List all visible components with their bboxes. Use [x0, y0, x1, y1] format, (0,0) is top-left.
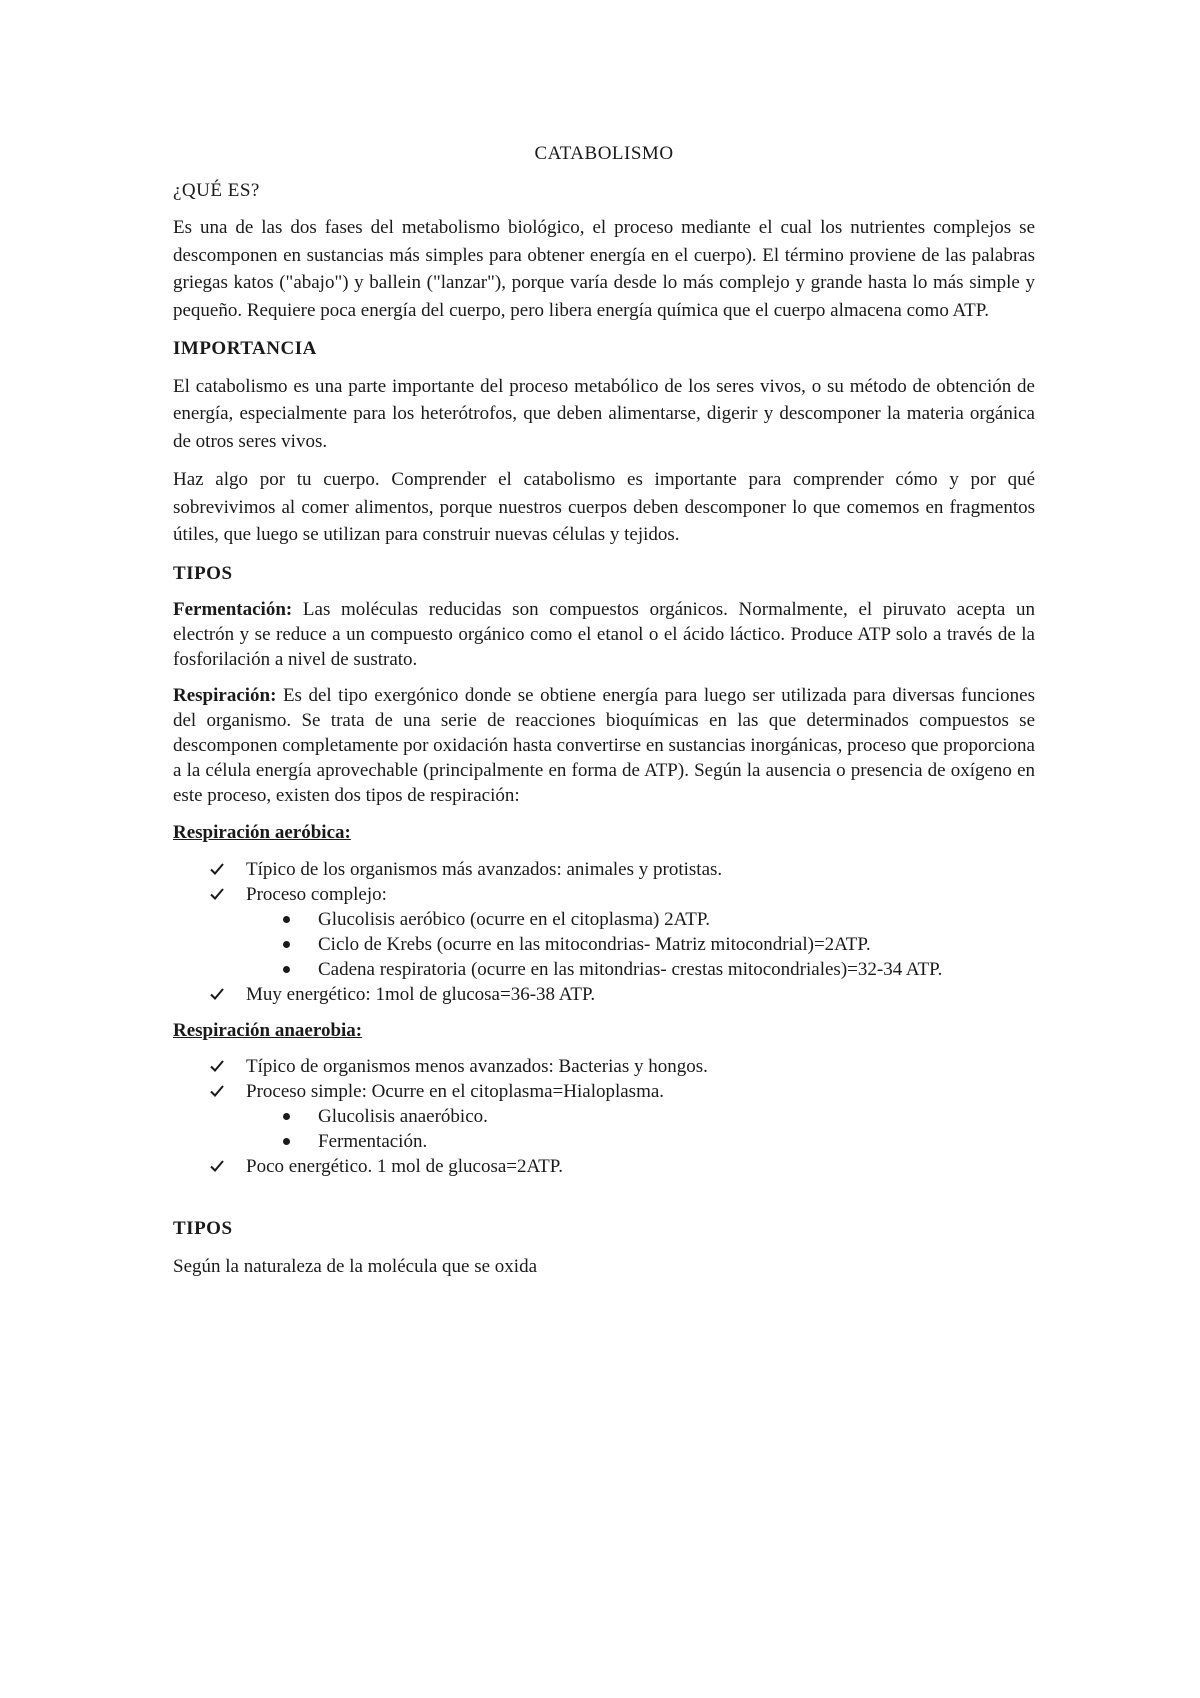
sublist-anaerobia: [246, 1104, 1035, 1154]
term-respiracion: Respiración:: [173, 685, 277, 706]
heading-respiracion-anaerobia: Respiración anaerobia:: [173, 1019, 363, 1041]
sublist-item: [173, 907, 1035, 932]
checkmark-icon: [210, 857, 230, 882]
checkmark-icon: [210, 882, 230, 907]
sublist-item: [173, 1129, 1035, 1154]
list-item: [173, 882, 1035, 982]
bullet-icon: [283, 1113, 290, 1120]
sublist-aerobica: [246, 907, 1035, 982]
paragraph-que-es: Es una de las dos fases del metabolismo biológico, el proceso mediante el cual los nutrientes complejos se descomponen en sustancias más simples para obtener energía en el cuerpo). El término proviene de las palabras griegas katos ("abajo") y ballein ("lanzar"), porque varía desde lo más complejo y grande hasta lo más simple y pequeño. Requiere poca energía del cuerpo, pero libera energía química que el cuerpo almacena como ATP.: [173, 217, 1035, 321]
heading-que-es: ¿QUÉ ES?: [173, 179, 260, 201]
text-fermentacion: Las moléculas reducidas son compuestos orgánicos. Normalmente, el piruvato acepta un electrón y se reduce a un compuesto orgánico como el etanol o el ácido láctico. Produce ATP solo a través de la fosforilación a nivel de sustrato.: [173, 599, 1035, 670]
sublist-item-text: Ciclo de Krebs (ocurre en las mitocondrias- Matriz mitocondrial)=2ATP.: [318, 933, 871, 955]
heading-importancia: IMPORTANCIA: [173, 338, 317, 359]
sublist-item-text: Glucolisis anaeróbico.: [318, 1106, 488, 1127]
spacer: [173, 1189, 1035, 1215]
text-respiracion: Es del tipo exergónico donde se obtiene energía para luego ser utilizada para diversas funciones del organismo. Se trata de una serie de reacciones bioquímicas en las que determinados compuestos se descomponen completamente por oxidación hasta convertirse en sustancias inorgánicas, proceso que proporciona a la célula energía aprovechable (principalmente en forma de ATP). Según la ausencia o presencia de oxígeno en este proceso, existen dos tipos de respiración:: [173, 685, 1035, 806]
checkmark-icon: [210, 1154, 230, 1179]
sublist-item: [173, 957, 1035, 982]
paragraph-respiracion: [173, 683, 1035, 808]
sublist-item: [173, 932, 1035, 957]
term-fermentacion: Fermentación:: [173, 599, 293, 620]
list-item: [173, 982, 1035, 1007]
document-page: [173, 140, 1035, 1291]
heading-tipos: TIPOS: [173, 562, 233, 584]
heading-respiracion-aerobica: Respiración aeróbica:: [173, 822, 351, 843]
checkmark-icon: [210, 1054, 230, 1079]
list-item-text: Proceso complejo:: [246, 883, 387, 905]
list-item-text: Proceso simple: Ocurre en el citoplasma=Hialoplasma.: [246, 1081, 665, 1102]
paragraph-fermentacion: [173, 597, 1035, 672]
sublist-item-text: Cadena respiratoria (ocurre en las mitondrias- crestas mitocondriales)=32-34 ATP.: [318, 958, 943, 980]
paragraph-tipos-2: Según la naturaleza de la molécula que se oxida: [173, 1255, 538, 1277]
sublist-item-text: Glucolisis aeróbico (ocurre en el citoplasma) 2ATP.: [318, 908, 711, 930]
paragraph-importancia-1: El catabolismo es una parte importante del proceso metabólico de los seres vivos, o su método de obtención de energía, especialmente para los heterótrofos, que deben alimentarse, digerir y descomponer la materia orgánica de otros seres vivos.: [173, 375, 1035, 452]
checkmark-icon: [210, 1079, 230, 1104]
bullet-icon: [283, 916, 290, 923]
list-item-text: Poco energético. 1 mol de glucosa=2ATP.: [246, 1156, 563, 1177]
list-item: [173, 857, 1035, 882]
list-anaerobia: [173, 1054, 1035, 1179]
list-item: [173, 1154, 1035, 1179]
bullet-icon: [283, 1138, 290, 1145]
list-item-text: Muy energético: 1mol de glucosa=36-38 ATP.: [246, 983, 596, 1005]
bullet-icon: [283, 966, 290, 973]
checkmark-icon: [210, 982, 230, 1007]
sublist-item-text: Fermentación.: [318, 1131, 428, 1152]
list-item-text: Típico de los organismos más avanzados: animales y protistas.: [246, 858, 723, 880]
document-title: CATABOLISMO: [534, 143, 674, 164]
heading-tipos-2: TIPOS: [173, 1218, 233, 1239]
list-item: [173, 1079, 1035, 1154]
sublist-item: [173, 1104, 1035, 1129]
list-item: [173, 1054, 1035, 1079]
bullet-icon: [283, 941, 290, 948]
paragraph-importancia-2: Haz algo por tu cuerpo. Comprender el catabolismo es importante para comprender cómo y por qué sobrevivimos al comer alimentos, porque nuestros cuerpos deben descomponer lo que comemos en fragmentos útiles, que luego se utilizan para construir nuevas células y tejidos.: [173, 469, 1035, 545]
list-aerobica: [173, 857, 1035, 1007]
list-item-text: Típico de organismos menos avanzados: Bacterias y hongos.: [246, 1056, 708, 1077]
